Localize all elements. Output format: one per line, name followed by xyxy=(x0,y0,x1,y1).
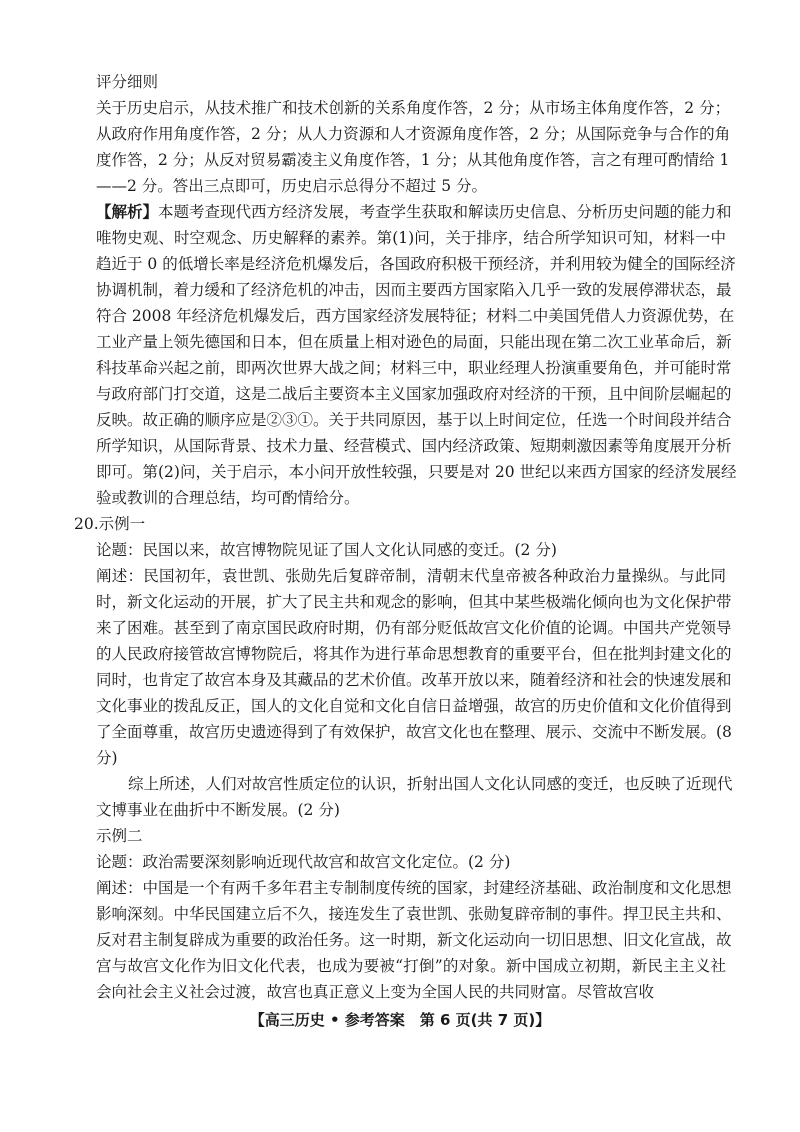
question-20-header xyxy=(74,512,726,536)
analysis-label: 【解析】 xyxy=(96,203,159,221)
analysis-line: 协调机制，着力缓和了经济危机的冲击，因而主要西方国家陷入几乎一致的发展停滞状态，最 xyxy=(96,281,732,299)
analysis-line: 即可。第(2)问，关于启示，本小问开放性较强，只要是对 20 世纪以来西方国家的经济发展经 xyxy=(96,463,737,481)
example2-body-line: 影响深刻。中华民国建立后不久，接连发生了袁世凯、张勋复辟帝制的事件。捍卫民主共和、 xyxy=(96,905,732,923)
rubric-line: 度作答，2 分；从反对贸易霸凌主义角度作答，1 分；从其他角度作答，言之有理可酌情给 1 xyxy=(96,151,730,169)
example2-body-line: 会向社会主义社会过渡，故宫也真正意义上变为全国人民的共同财富。尽管故宫收 xyxy=(96,983,655,1001)
example1-body-line: 分) xyxy=(96,749,118,767)
example1-body-line: 时，新文化运动的开展，扩大了民主共和观念的影响，但其中某些极端化倾向也为文化保护带 xyxy=(96,593,732,611)
analysis-line: 反映。故正确的顺序应是②③①。关于共同原因，基于以上时间定位，任选一个时间段并结合 xyxy=(96,411,732,429)
example1-body-line: 了全面尊重，故宫历史遗迹得到了有效保护，故宫文化也在整理、展示、交流中不断发展。(8 xyxy=(96,723,732,741)
example1-summary-line: 文博事业在曲折中不断发展。(2 分) xyxy=(96,801,340,819)
rubric-heading: 评分细则 xyxy=(96,73,159,91)
example1-body-line: 文化事业的拨乱反正，国人的文化自觉和文化自信日益增强，故宫的历史价值和文化价值得到 xyxy=(96,697,732,715)
example1-title: 示例一 xyxy=(98,515,146,533)
analysis-line: 验或教训的合理总结，均可酌情给分。 xyxy=(96,489,360,507)
analysis-line: 趋近于 0 的低增长率是经济危机爆发后，各国政府积极干预经济，并利用较为健全的国际经济 xyxy=(96,255,736,273)
analysis-line: 唯物史观、时空观念、历史解释的素养。第(1)问，关于排序，结合所学知识可知，材料一中 xyxy=(96,229,726,247)
rubric-line: 关于历史启示，从技术推广和技术创新的关系角度作答，2 分；从市场主体角度作答，2 分； xyxy=(96,99,731,117)
question-number: 20. xyxy=(74,515,99,533)
example2-body-line: 宫与故宫文化作为旧文化代表，也成为要被“打倒”的对象。新中国成立初期，新民主主义社 xyxy=(96,957,726,975)
example1-body-line: 同时，也肯定了故宫本身及其藏品的艺术价值。改革开放以来，随着经济和社会的快速发展和 xyxy=(96,671,732,689)
example1-body-line: 来了困难。甚至到了南京国民政府时期，仍有部分贬低故宫文化价值的论调。中国共产党领导 xyxy=(96,619,732,637)
example2-body-line: 反对君主制复辟成为重要的政治任务。这一时期，新文化运动向一切旧思想、旧文化宣战，故 xyxy=(96,931,732,949)
analysis-line: 工业产量上领先德国和日本，但在质量上相对逊色的局面，只能出现在第二次工业革命后，新 xyxy=(96,333,732,351)
example1-body-line: 的人民政府接管故宫博物院后，将其作为进行革命思想教育的重要平台，但在批判封建文化的 xyxy=(96,645,732,663)
analysis-line: 科技革命兴起之前，即两次世界大战之间；材料三中，职业经理人扮演重要角色，并可能时常 xyxy=(96,359,732,377)
example1-thesis: 论题：民国以来，故宫博物院见证了国人文化认同感的变迁。(2 分) xyxy=(96,541,557,559)
analysis-text: 本题考查现代西方经济发展，考查学生获取和解读历史信息、分析历史问题的能力和 xyxy=(158,203,732,221)
rubric-line: ——2 分。答出三点即可，历史启示总得分不超过 5 分。 xyxy=(96,177,488,195)
analysis-line: 所学知识，从国际背景、技术力量、经营模式、国内经济政策、短期刺激因素等角度展开分析 xyxy=(96,437,732,455)
page-footer: 【高三历史 • 参考答案 第 6 页(共 7 页)】 xyxy=(249,1011,551,1029)
analysis-line: 与政府部门打交道，这是二战后主要资本主义国家加强政府对经济的干预，且中间阶层崛起的 xyxy=(96,385,732,403)
analysis-first-line xyxy=(96,200,732,224)
rubric-line: 从政府作用角度作答，2 分；从人力资源和人才资源角度作答，2 分；从国际竞争与合作的角 xyxy=(96,125,731,143)
analysis-line: 符合 2008 年经济危机爆发后，西方国家经济发展特征；材料二中美国凭借人力资源优势，在 xyxy=(96,307,735,325)
example1-summary-line: 综上所述，人们对故宫性质定位的认识，折射出国人文化认同感的变迁，也反映了近现代 xyxy=(128,775,733,793)
example1-body-line: 阐述：民国初年，袁世凯、张勋先后复辟帝制，清朝末代皇帝被各种政治力量操纵。与此同 xyxy=(96,567,726,585)
example2-body-line: 阐述：中国是一个有两千多年君主专制制度传统的国家，封建经济基础、政治制度和文化思想 xyxy=(96,879,732,897)
example2-title: 示例二 xyxy=(96,827,143,845)
example2-thesis: 论题：政治需要深刻影响近现代故宫和故宫文化定位。(2 分) xyxy=(96,853,511,871)
